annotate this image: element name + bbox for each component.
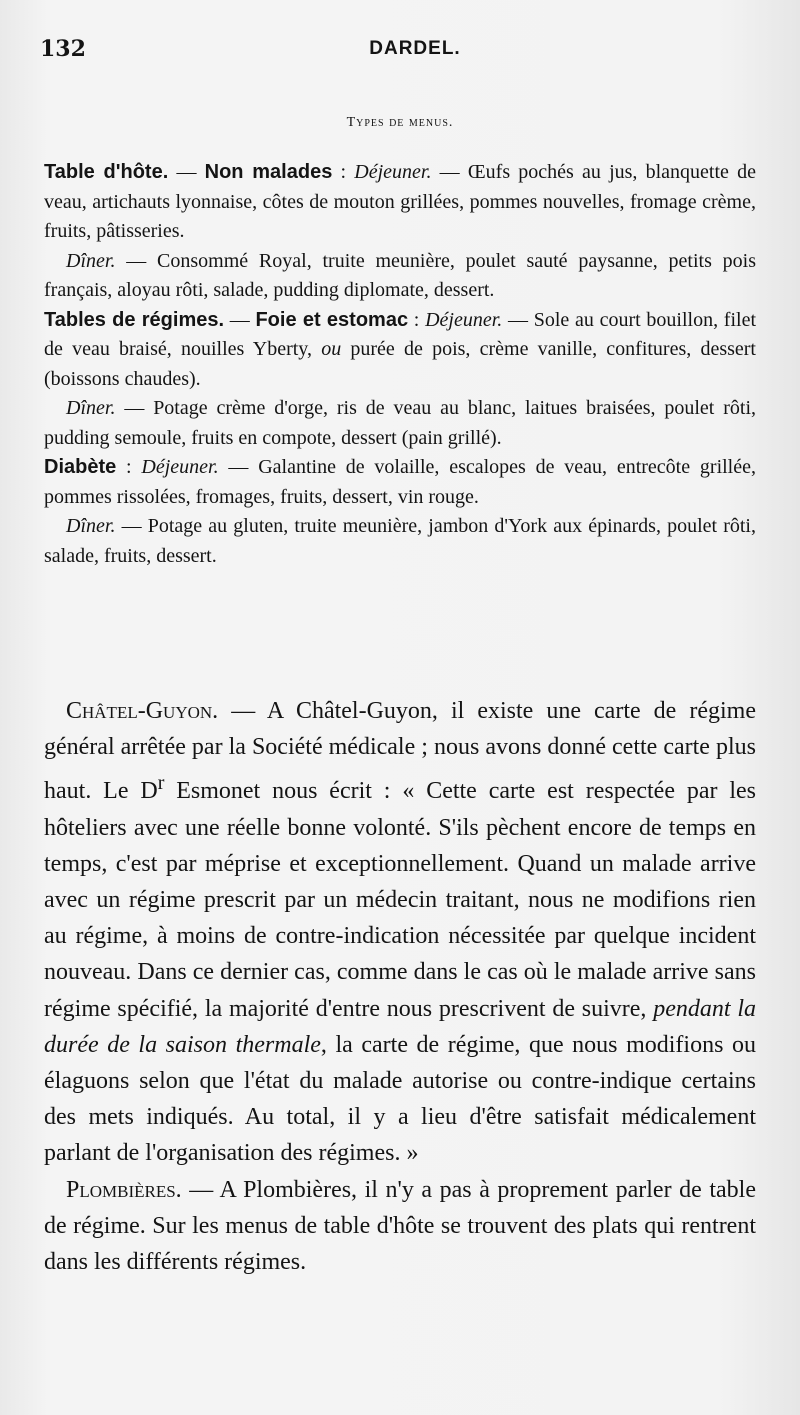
lead-foie-estomac: Foie et estomac [255, 308, 409, 331]
menu-diabete: Diabète : Déjeuner. — Galantine de volaille, escalopes de veau, entrecôte grillée, pommes rissolées, fromages, fruits, dessert, vin rouge. [44, 456, 756, 508]
meal-label: Dîner. [66, 397, 116, 419]
section-title: Types de menus. [346, 115, 454, 130]
menu-regimes: Tables de régimes. — Foie et estomac : Déjeuner. — Sole au court bouillon, filet de veau braisé, nouilles Yberty, ou purée de pois, crème vanille, confitures, dessert (boissons chaudes). [44, 308, 756, 390]
italic-phrase: pendant la durée de la saison thermale [44, 995, 756, 1058]
menu-text: — Potage crème d'orge, ris de veau au blanc, laitues braisées, poulet rôti, pudding semoule, fruits en compote, dessert (pain grillé). [44, 397, 756, 449]
meal-label: Dîner. [66, 249, 116, 272]
superscript: r [157, 772, 165, 795]
meal-label: Déjeuner. [354, 161, 432, 183]
menu-table-hote: Table d'hôte. — Non malades : Déjeuner. — Œufs pochés au jus, blanquette de veau, artichauts lyonnaise, côtes de mouton grillées, pommes nouvelles, fromage crème, fruits, pâtisseries. [44, 161, 756, 242]
meal-label: Dîner. [66, 515, 116, 537]
menu-text: — Galantine de volaille, escalopes de veau, entrecôte grillée, pommes rissolées, fromages, fruits, dessert, vin rouge. [44, 456, 756, 508]
place-name-lead: Plombières. [66, 1176, 182, 1203]
lead-non-malades: Non malades [204, 161, 333, 183]
paragraph-chatel-guyon: Châtel-Guyon. — A Châtel-Guyon, il existe une carte de régime général arrêtée par la Société médicale ; nous avons donné cette carte plus haut. Le $D^r$ Esmonet nous écrit : « Cette carte est respectée par les hôteliers avec une réelle bonne volonté. S'ils pèchent encore de temps en temps, c'est par méprise et exceptionnellement. Quand un malade arrive avec un régime prescrit par un médecin traitant, nous ne modifions rien au régime, à moins de contre-indication nécessitée par quelque incident nouveau. Dans ce dernier cas, comme dans le cas où le malade arrive sans régime spécifié, la majorité d'entre nous prescrivent de suivre, pendant la durée de la saison thermale, la carte de régime, que nous modifions ou élaguons selon que l'état du malade autorise ou contre-indique certains des mets indiqués. Au total, il y a lieu d'être satisfait médicalement parlant de l'organisation des régimes. » [44, 698, 757, 1167]
menu-diner-3 [44, 512, 756, 571]
menu-list [44, 158, 756, 571]
menu-diner-1 [44, 247, 756, 306]
menu-text: — Œufs pochés au jus, blanquette de veau, artichauts lyonnaise, côtes de mouton grillées, pommes nouvelles, fromage crème, fruits, pâtisseries. [44, 161, 756, 242]
paragraph-plombieres: Plombières. — A Plombières, il n'y a pas à proprement parler de table de régime. Sur les menus de table d'hôte se trouvent des plats qui rentrent dans les différents régimes. [44, 1176, 756, 1276]
meal-label: Déjeuner. [141, 456, 219, 478]
menu-text-italic: ou [321, 338, 342, 360]
running-head: DARDEL. [369, 38, 461, 59]
lead-tables-regimes: Tables de régimes. [44, 308, 225, 331]
body-text [44, 693, 756, 1280]
page-number: 132 [40, 36, 86, 62]
menu-diner-2 [44, 394, 756, 453]
menu-text: — Consommé Royal, truite meunière, poulet sauté paysanne, petits pois français, aloyau rôti, salade, pudding diplomate, dessert. [44, 249, 756, 301]
menu-text: — Potage au gluten, truite meunière, jambon d'York aux épinards, poulet rôti, salade, fruits, dessert. [44, 515, 756, 567]
place-name-lead: Châtel-Guyon. [66, 698, 219, 724]
meal-label: Déjeuner. [425, 308, 503, 331]
lead-diabete: Diabète [44, 456, 117, 478]
menu-text: — Sole au court bouillon, filet de veau braisé, nouilles Yberty, [44, 308, 756, 360]
page-header [40, 36, 760, 70]
menu-text: purée de pois, crème vanille, confitures, dessert (boissons chaudes). [44, 338, 756, 390]
lead-table-hote: Table d'hôte. [44, 161, 169, 183]
